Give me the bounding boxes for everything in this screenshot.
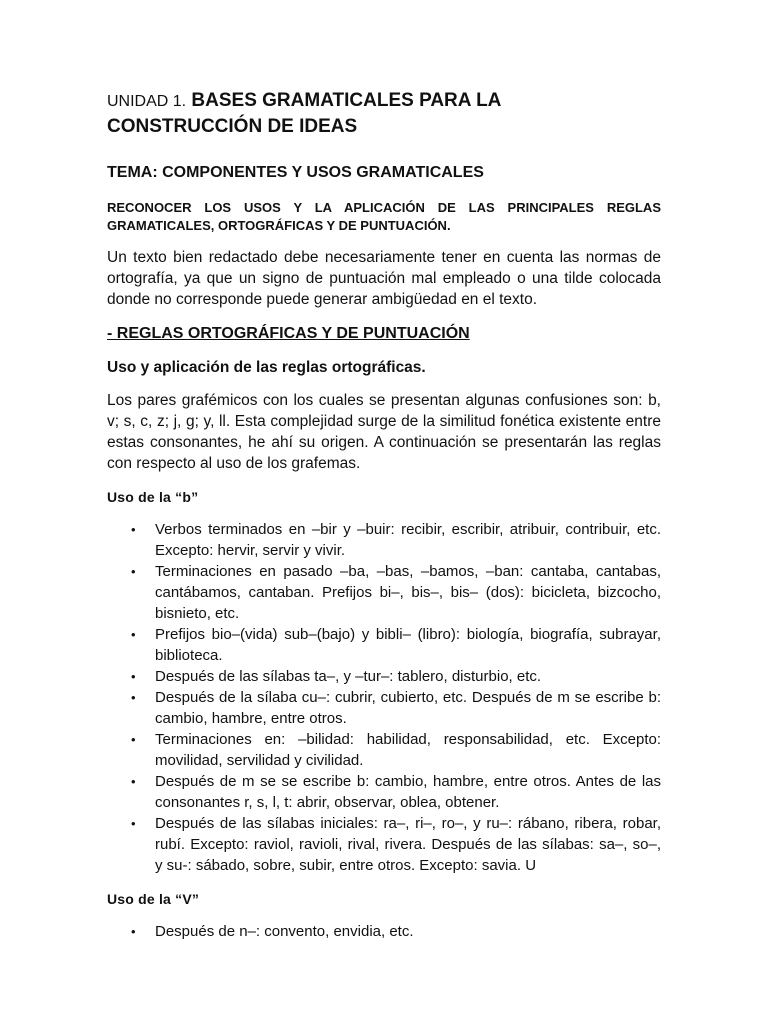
list-item	[107, 771, 661, 813]
list-item-text: Verbos terminados en –bir y –buir: recibir, escribir, atribuir, contribuir, etc. Excepto: hervir, servir y vivir.	[155, 521, 661, 559]
uso-v-heading: Uso de la “V”	[107, 891, 200, 907]
tema-heading: TEMA: COMPONENTES Y USOS GRAMATICALES	[107, 164, 484, 181]
list-item-text: Terminaciones en: –bilidad: habilidad, responsabilidad, etc. Excepto: movilidad, servilidad y civilidad.	[155, 731, 661, 769]
bullet-icon: •	[131, 774, 136, 789]
bullet-icon: •	[131, 690, 136, 705]
section-subtitle: Uso y aplicación de las reglas ortográficas.	[107, 359, 426, 376]
bullet-icon: •	[131, 924, 136, 939]
objective-text: RECONOCER LOS USOS Y LA APLICACIÓN DE LAS PRINCIPALES REGLAS GRAMATICALES, ORTOGRÁFICAS Y DE PUNTUACIÓN.	[107, 200, 661, 233]
uso-b-list	[107, 519, 661, 876]
unit-title-text: BASES GRAMATICALES PARA LA CONSTRUCCIÓN DE IDEAS	[107, 90, 501, 137]
bullet-icon: •	[131, 669, 136, 684]
list-item	[107, 519, 661, 561]
list-item	[107, 729, 661, 771]
bullet-icon: •	[131, 732, 136, 747]
list-item-text: Después de las sílabas iniciales: ra–, ri–, ro–, y ru–: rábano, ribera, robar, rubí. Excepto: raviol, ravioli, rival, rivera. Después de las sílabas: sa–, so–, y su-: sábado, sobre, subir, entre otros. Excepto: savia. U	[155, 815, 661, 874]
list-item	[107, 813, 661, 876]
unit-title	[107, 88, 661, 139]
unit-prefix: UNIDAD 1.	[107, 93, 187, 110]
bullet-icon: •	[131, 564, 136, 579]
list-item-text: Después de las sílabas ta–, y –tur–: tablero, disturbio, etc.	[155, 668, 542, 685]
uso-v-list	[107, 921, 661, 942]
list-item	[107, 687, 661, 729]
bullet-icon: •	[131, 627, 136, 642]
bullet-icon: •	[131, 522, 136, 537]
section-paragraph: Los pares grafémicos con los cuales se presentan algunas confusiones son: b, v; s, c, z; j, g; y, ll. Esta complejidad surge de la similitud fonética existente entre estas consonantes, he ahí su origen. A continuación se presentarán las reglas con respecto al uso de los grafemas.	[107, 392, 661, 472]
list-item	[107, 666, 661, 687]
list-item-text: Después de la sílaba cu–: cubrir, cubierto, etc. Después de m se escribe b: cambio, hambre, entre otros.	[155, 689, 661, 727]
document-body	[107, 88, 661, 942]
section-title: - REGLAS ORTOGRÁFICAS Y DE PUNTUACIÓN	[107, 325, 470, 342]
list-item-text: Después de n–: convento, envidia, etc.	[155, 923, 414, 940]
list-item-text: Después de m se se escribe b: cambio, hambre, entre otros. Antes de las consonantes r, s, l, t: abrir, observar, oblea, obtener.	[155, 773, 661, 811]
list-item	[107, 921, 661, 942]
intro-paragraph: Un texto bien redactado debe necesariamente tener en cuenta las normas de ortografía, ya que un signo de puntuación mal empleado o una tilde colocada donde no corresponde puede generar ambigüedad en el texto.	[107, 249, 661, 308]
list-item-text: Terminaciones en pasado –ba, –bas, –bamos, –ban: cantaba, cantabas, cantábamos, cantaban. Prefijos bi–, bis–, bis– (dos): bicicleta, bizcocho, bisnieto, etc.	[155, 563, 661, 622]
list-item-text: Prefijos bio–(vida) sub–(bajo) y bibli– (libro): biología, biografía, subrayar, biblioteca.	[155, 626, 661, 664]
uso-b-heading: Uso de la “b”	[107, 489, 199, 505]
list-item	[107, 624, 661, 666]
list-item	[107, 561, 661, 624]
bullet-icon: •	[131, 816, 136, 831]
